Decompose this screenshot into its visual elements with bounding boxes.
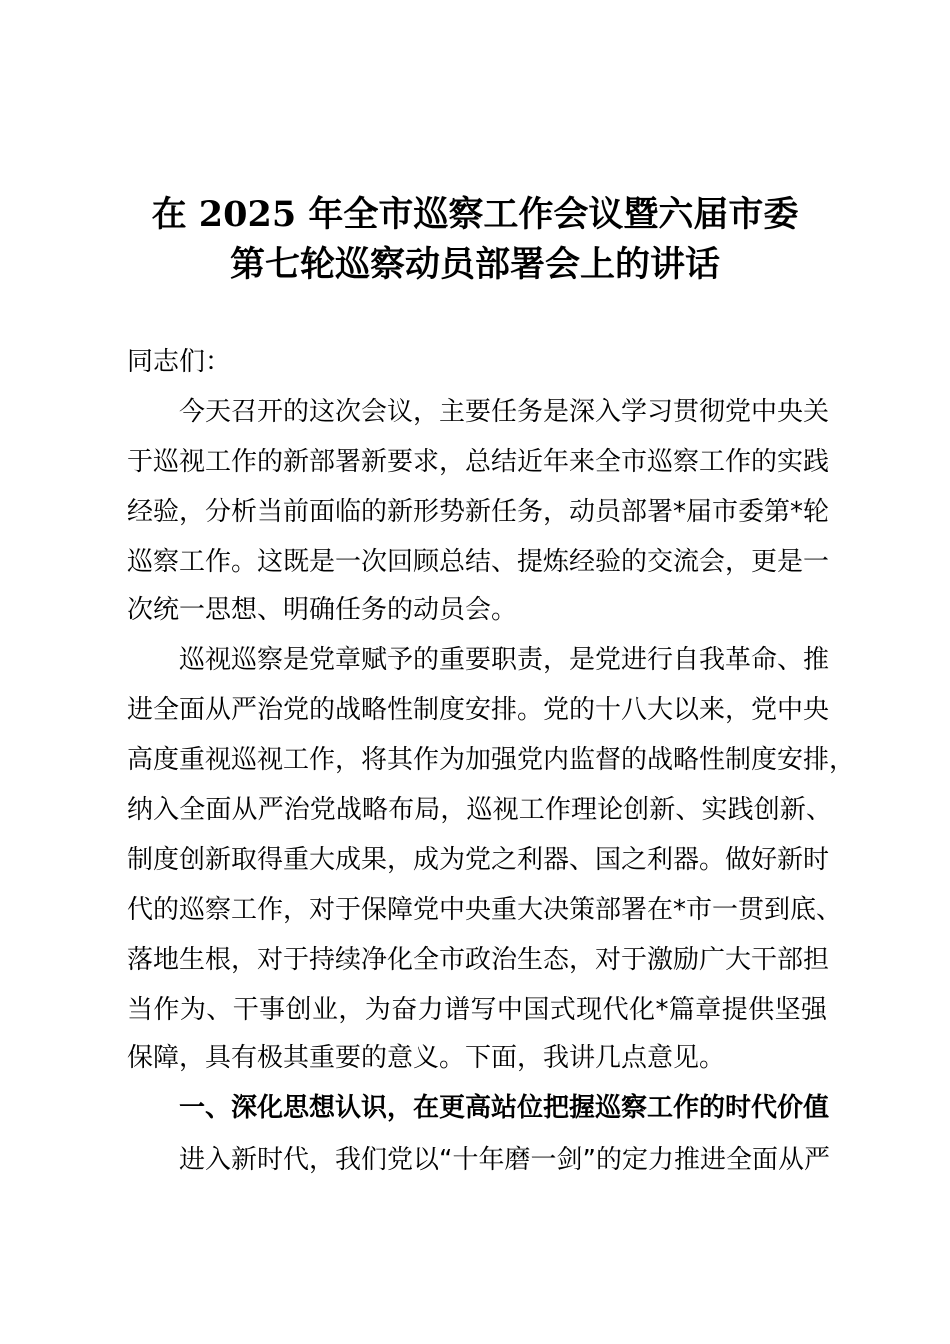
document-title-line-2: 第七轮巡察动员部署会上的讲话 — [229, 244, 720, 285]
salutation: 同志们： — [127, 347, 232, 377]
paragraph-2-line: 制度创新取得重大成果，成为党之利器、国之利器。做好新时 — [127, 845, 830, 875]
paragraph-2-line: 高度重视巡视工作，将其作为加强党内监督的战略性制度安排， — [127, 745, 856, 775]
paragraph-2-line: 落地生根，对于持续净化全市政治生态，对于激励广大干部担 — [127, 945, 830, 975]
paragraph-3-line: 进入新时代，我们党以“十年磨一剑”的定力推进全面从严 — [179, 1145, 830, 1175]
paragraph-1-line: 今天召开的这次会议，主要任务是深入学习贯彻党中央关 — [179, 397, 830, 427]
paragraph-2-line: 当作为、干事创业，为奋力谱写中国式现代化*篇章提供坚强 — [127, 995, 827, 1025]
section-1-heading: 一、深化思想认识，在更高站位把握巡察工作的时代价值 — [179, 1093, 830, 1123]
paragraph-1-line: 次统一思想、明确任务的动员会。 — [127, 595, 518, 625]
paragraph-1-line: 巡察工作。这既是一次回顾总结、提炼经验的交流会，更是一 — [127, 547, 830, 577]
paragraph-2-line: 代的巡察工作，对于保障党中央重大决策部署在*市一贯到底、 — [127, 895, 843, 925]
paragraph-2-line: 进全面从严治党的战略性制度安排。党的十八大以来，党中央 — [127, 695, 830, 725]
paragraph-2-line: 巡视巡察是党章赋予的重要职责，是党进行自我革命、推 — [179, 645, 830, 675]
paragraph-2-line: 纳入全面从严治党战略布局，巡视工作理论创新、实践创新、 — [127, 795, 832, 825]
paragraph-1-line: 经验，分析当前面临的新形势新任务，动员部署*届市委第*轮 — [127, 497, 830, 527]
paragraph-2-line: 保障，具有极其重要的意义。下面，我讲几点意见。 — [127, 1043, 726, 1073]
document-title-line-1: 在 2025 年全市巡察工作会议暨六届市委 — [151, 194, 799, 235]
paragraph-1-line: 于巡视工作的新部署新要求，总结近年来全市巡察工作的实践 — [127, 447, 830, 477]
